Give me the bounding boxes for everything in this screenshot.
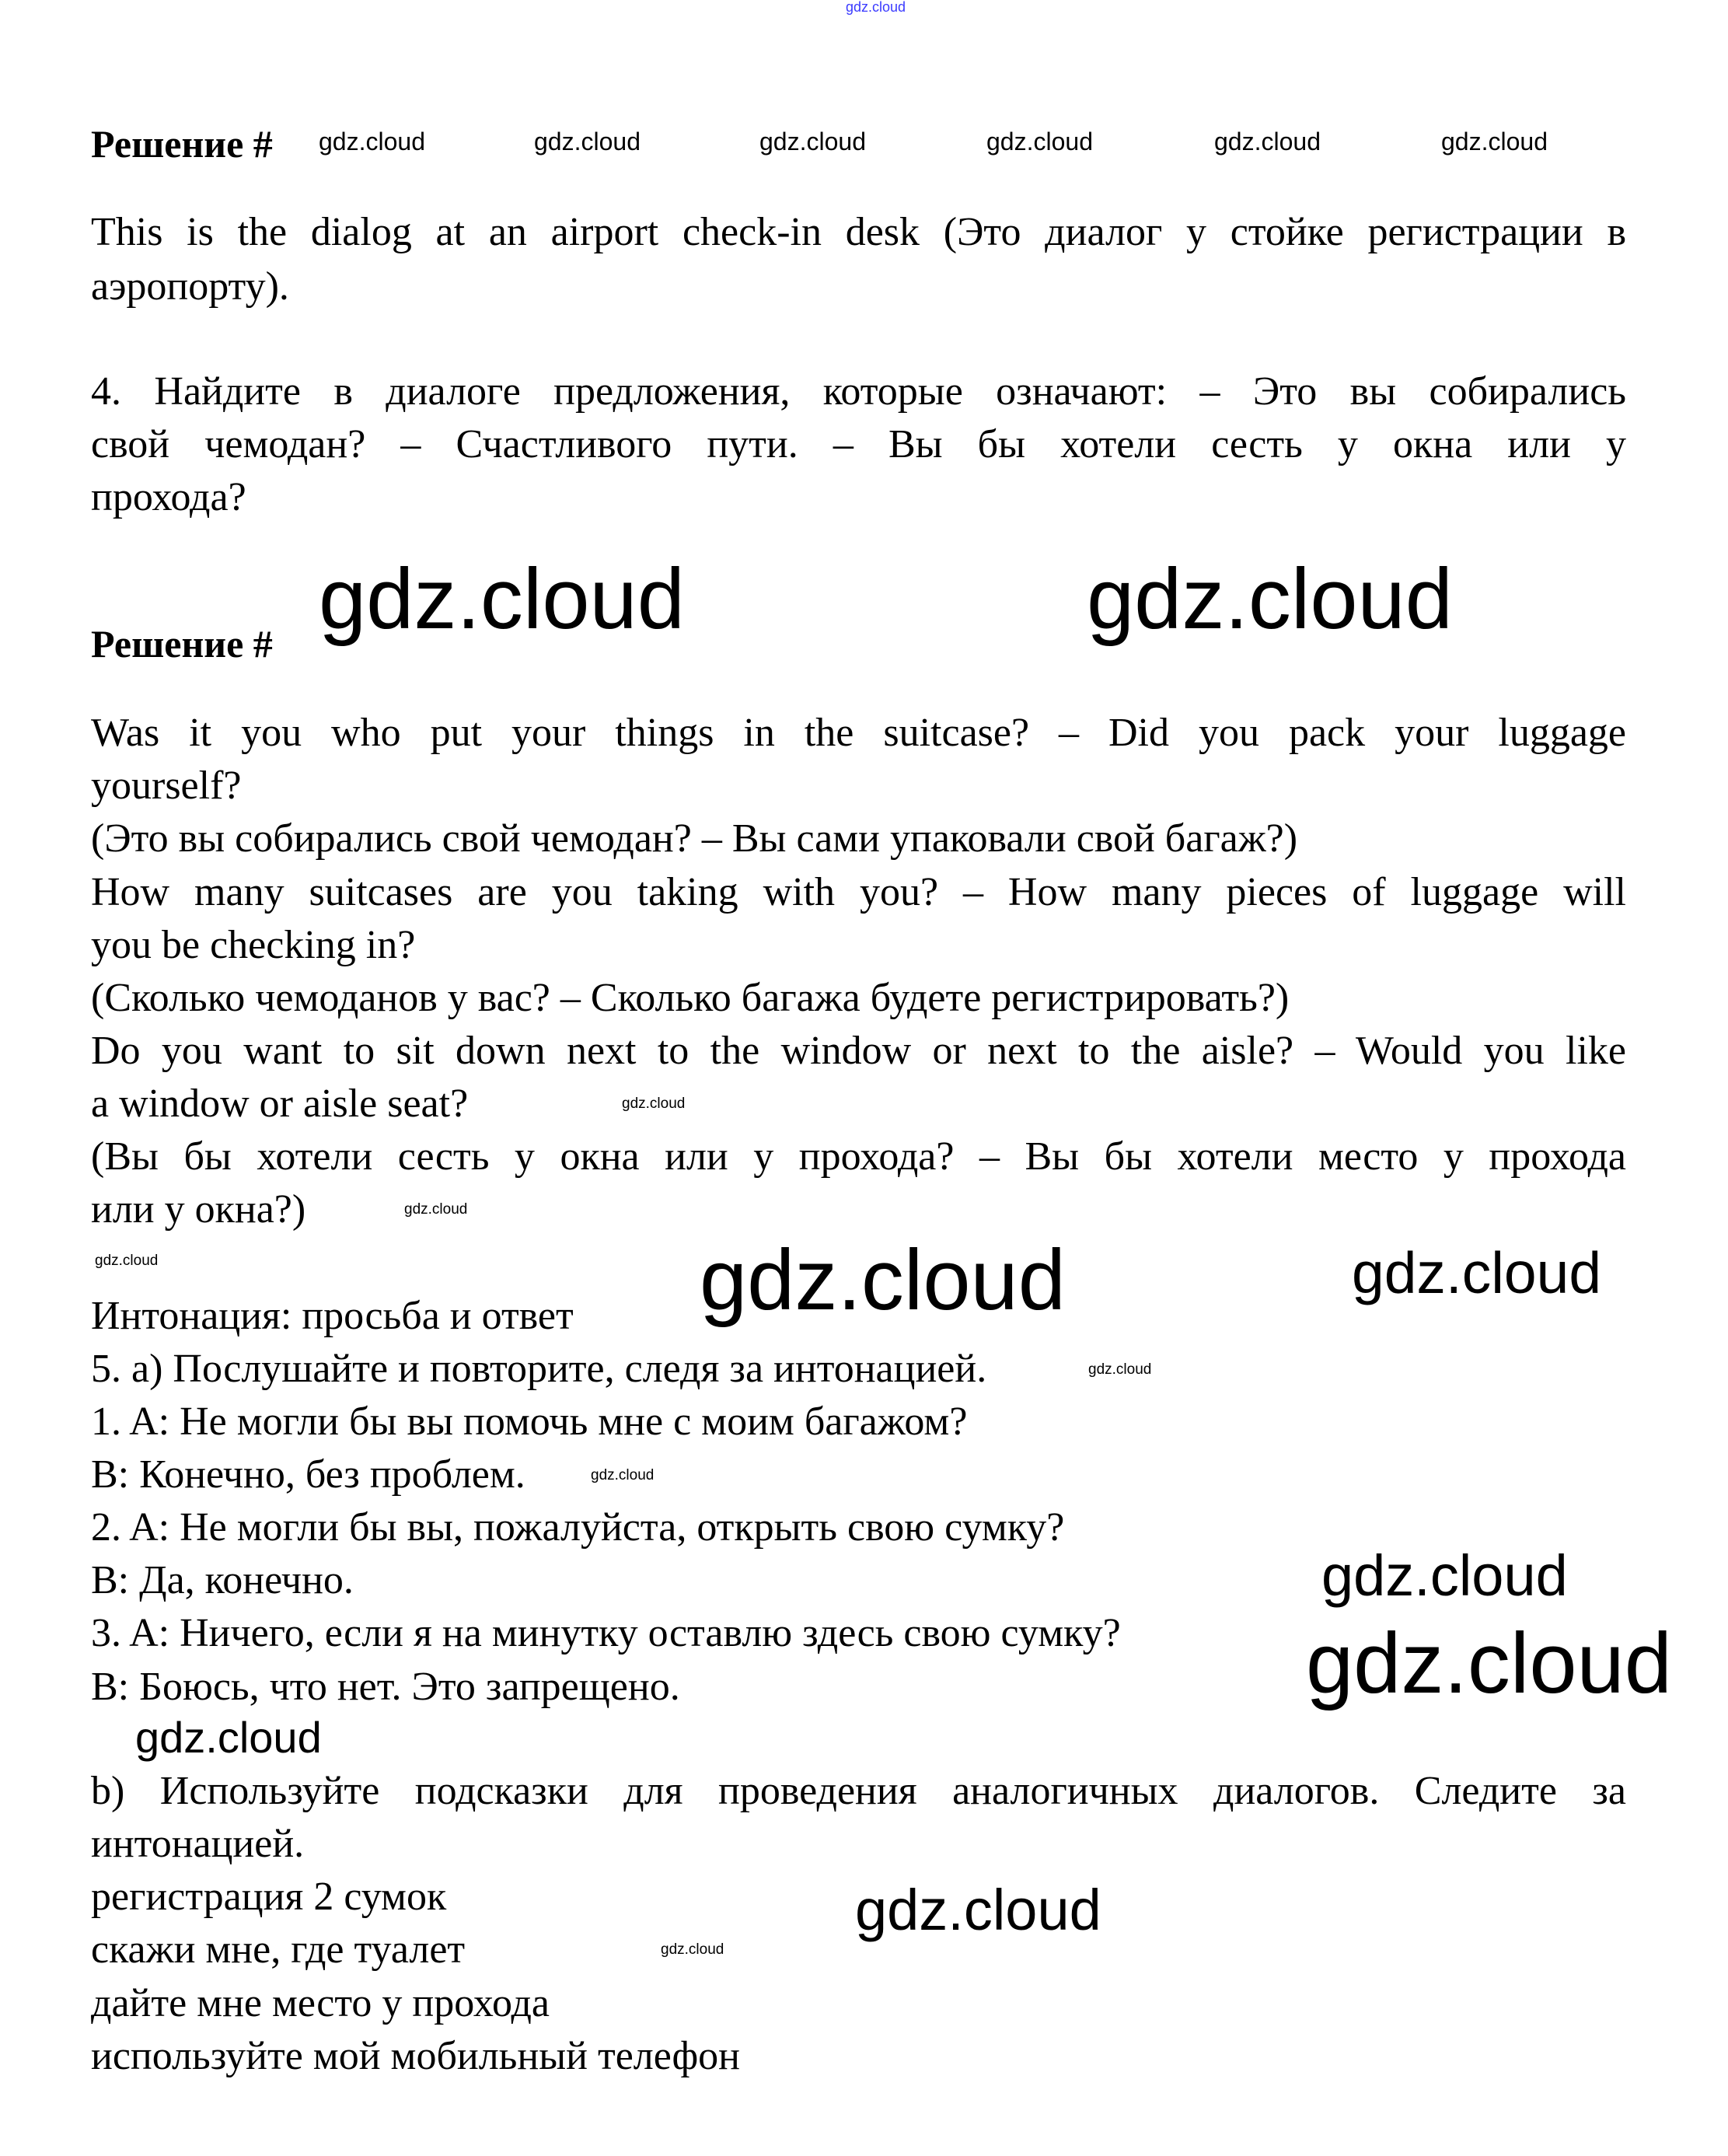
intonation-line: 3. A: Ничего, если я на минутку оставлю здесь свою сумку? [91,1611,1121,1655]
task-5b-line: используйте мой мобильный телефон [91,2034,740,2078]
watermark-large: gdz.cloud [319,551,685,647]
watermark-small: gdz.cloud [622,1095,686,1112]
task-5b-line: регистрация 2 сумок [91,1875,447,1919]
watermark: gdz.cloud [986,128,1093,155]
answer-line: (Вы бы хотели сесть у окна или у прохода? – Вы бы хотели место у прохода [91,1134,1626,1179]
task-4-line: 4. Найдите в диалоге предложения, которые означают: – Это вы собирались [91,369,1626,414]
task-5b-line: дайте мне место у прохода [91,1981,550,2025]
task-5b-line: b) Используйте подсказки для проведения аналогичных диалогов. Следите за [91,1769,1626,1813]
watermark-small: gdz.cloud [661,1941,724,1958]
answer-line: a window or aisle seat? [91,1081,469,1126]
watermark-medium: gdz.cloud [135,1713,322,1762]
watermark: gdz.cloud [319,128,425,155]
answer-line: (Сколько чемоданов у вас? – Сколько багажа будете регистрировать?) [91,976,1290,1020]
answer-line: (Это вы собирались свой чемодан? – Вы сами упаковали свой багаж?) [91,816,1298,861]
task-4-line: свой чемодан? – Счастливого пути. – Вы бы хотели сесть у окна или у [91,422,1626,466]
watermark-small: gdz.cloud [95,1253,159,1269]
watermark-medium: gdz.cloud [1321,1543,1568,1608]
intonation-line: B: Конечно, без проблем. [91,1452,525,1497]
intonation-line: B: Да, конечно. [91,1558,354,1602]
solution-heading: Решение # [91,622,273,666]
watermark-large: gdz.cloud [700,1232,1066,1328]
watermark-top: gdz.cloud [846,0,906,15]
watermark-small: gdz.cloud [1088,1361,1152,1378]
intonation-line: 5. a) Послушайте и повторите, следя за интонацией. [91,1347,987,1391]
task-5b-line: интонацией. [91,1822,305,1866]
answer-line: you be checking in? [91,923,416,967]
watermark-small: gdz.cloud [404,1201,468,1218]
intonation-line: B: Боюсь, что нет. Это запрещено. [91,1665,680,1709]
watermark: gdz.cloud [759,128,866,155]
watermark-large: gdz.cloud [1306,1616,1672,1711]
answer-line: Do you want to sit down next to the window or next to the aisle? – Would you like [91,1029,1626,1073]
answer-line: Was it you who put your things in the suitcase? – Did you pack your luggage [91,711,1626,755]
watermark-large: gdz.cloud [1087,551,1453,647]
answer-line: yourself? [91,764,242,808]
watermark: gdz.cloud [1441,128,1548,155]
intonation-line: Интонация: просьба и ответ [91,1294,574,1338]
answer-line: How many suitcases are you taking with you? – How many pieces of luggage will [91,870,1626,914]
answer-line: или у окна?) [91,1187,306,1232]
task-4-line: прохода? [91,475,246,519]
task-5b-line: скажи мне, где туалет [91,1927,466,1972]
watermark-small: gdz.cloud [591,1467,655,1483]
watermark: gdz.cloud [534,128,641,155]
watermark-medium: gdz.cloud [855,1878,1101,1942]
solution-heading: Решение # [91,122,273,166]
intonation-line: 2. A: Не могли бы вы, пожалуйста, открыть свою сумку? [91,1505,1065,1550]
intro-line: This is the dialog at an airport check-in desk (Это диалог у стойке регистрации в [91,210,1626,254]
watermark-medium: gdz.cloud [1352,1240,1602,1305]
watermark: gdz.cloud [1214,128,1321,155]
intonation-line: 1. A: Не могли бы вы помочь мне с моим багажом? [91,1399,968,1444]
intro-line: аэропорту). [91,264,289,309]
